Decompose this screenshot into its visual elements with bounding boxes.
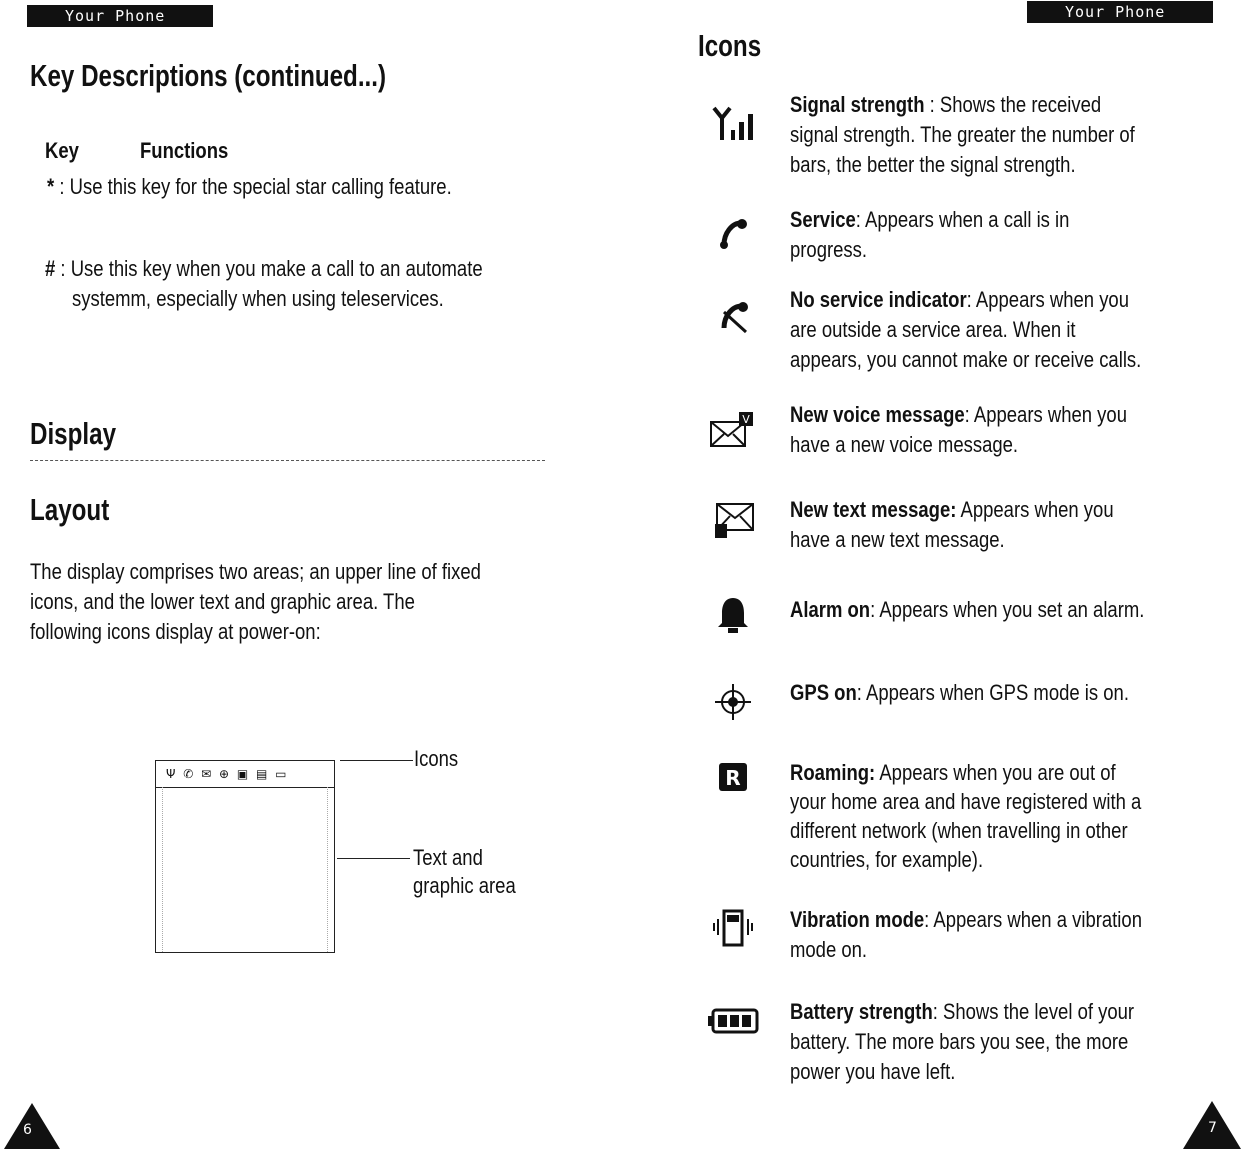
icon-sep-signal: : [924,92,940,117]
star-key-desc: : Use this key for the special star calling feature. [59,174,452,199]
header-tab-left [27,5,213,27]
icon-desc-text-line2: have a new text message. [790,527,1005,552]
icon-text-roaming-1: Appears when you are out of [879,760,1116,785]
icon-sep-service: : [855,207,866,232]
icon-desc-roaming-line3: different network (when travelling in other [790,818,1128,843]
icon-desc-voice-line2: have a new voice message. [790,432,1019,457]
icon-name-signal: Signal strength [790,92,925,117]
diagram-label-text-area-line1: Text and [413,845,483,870]
layout-paragraph-line3: following icons display at power-on: [30,619,321,644]
icon-name-gps: GPS on [790,680,857,705]
phone-display-diagram [155,760,335,953]
icon-desc-signal-line1 [790,90,1101,120]
icon-desc-alarm-line1 [790,595,1144,625]
icon-sep-noservice: : [966,287,976,312]
service-icon [700,217,766,253]
hash-key-row [45,254,483,284]
icon-name-roaming: Roaming: [790,760,876,785]
section-divider [30,460,545,461]
diagram-icon-strip [156,761,334,788]
icon-name-text: New text message: [790,497,957,522]
battery-icon [700,1007,766,1035]
hash-key-symbol: # [45,256,56,281]
icon-name-service: Service [790,207,856,232]
icon-desc-roaming-line2: your home area and have registered with a [790,789,1142,814]
page-title-key-descriptions: Key Descriptions (continued...) [30,58,387,93]
header-tab-right-label: Your Phone [1065,3,1166,21]
icon-text-signal-1: Shows the received [939,92,1102,117]
icon-sep-gps: : [856,680,866,705]
diagram-label-icons: Icons [414,746,459,771]
page-number-left: 6 [23,1122,32,1138]
icon-desc-battery-line1 [790,997,1134,1027]
icon-text-battery-1: Shows the level of your [943,999,1135,1024]
icon-name-noservice: No service indicator [790,287,967,312]
icon-text-voice-1: Appears when you [973,402,1127,427]
display-heading: Display [30,416,117,451]
table-header-key: Key [45,138,79,163]
star-key-symbol: * [47,174,55,199]
text-message-icon [700,500,766,542]
page-number-right: 7 [1208,1120,1217,1136]
diagram-label-text-area-line2: graphic area [413,873,516,898]
svg-text:R: R [725,766,741,790]
page-number-marker-left [4,1103,60,1149]
icon-desc-signal-line3: bars, the better the signal strength. [790,152,1076,177]
icon-name-vibration: Vibration mode [790,907,925,932]
svg-text:V: V [742,413,750,426]
icon-desc-roaming-line4: countries, for example). [790,847,984,872]
table-header-functions: Functions [140,138,229,163]
layout-paragraph-line2: icons, and the lower text and graphic area. The [30,589,415,614]
icon-sep-voice: : [964,402,974,427]
icon-sep-vibration: : [924,907,934,932]
icon-desc-noservice-line3: appears, you cannot make or receive calls. [790,347,1142,372]
icon-text-text-1: Appears when you [960,497,1114,522]
diagram-inner-left [162,787,163,952]
icon-desc-service-line1 [790,205,1069,235]
icon-desc-voice-line1 [790,400,1127,430]
diagram-mini-icons: Ψ ✆ ✉ ⊕ ▣ ▤ ▭ [166,767,289,781]
icon-desc-noservice-line1 [790,285,1129,315]
icon-text-vibration-1: Appears when a vibration [933,907,1142,932]
header-tab-right [1027,1,1213,23]
icon-name-battery: Battery strength [790,999,933,1024]
icon-desc-battery-line3: power you have left. [790,1059,956,1084]
roaming-icon [700,760,766,794]
icon-sep-battery: : [932,999,944,1024]
star-key-row [47,172,452,202]
icons-leader-line [340,760,413,761]
icon-desc-battery-line2: battery. The more bars you see, the more [790,1029,1129,1054]
voice-message-icon [700,410,766,452]
layout-heading: Layout [30,492,110,527]
icon-sep-alarm: : [870,597,880,622]
gps-icon [700,680,766,724]
signal-strength-icon [700,102,766,144]
hash-key-desc-line2: systemm, especially when using teleservices. [72,286,444,311]
icon-desc-noservice-line2: are outside a service area. When it [790,317,1076,342]
icon-desc-roaming-line1 [790,758,1116,788]
icon-name-alarm: Alarm on [790,597,871,622]
icon-text-noservice-1: Appears when you [975,287,1129,312]
icon-name-voice: New voice message [790,402,965,427]
hash-key-desc-line1: : Use this key when you make a call to an automate [60,256,483,281]
icon-desc-vibration-line2: mode on. [790,937,868,962]
alarm-icon [700,595,766,635]
icon-desc-service-line2: progress. [790,237,868,262]
no-service-icon [700,298,766,336]
icon-desc-signal-line2: signal strength. The greater the number of [790,122,1135,147]
icon-text-service-1: Appears when a call is in [865,207,1070,232]
text-area-leader-line [337,858,410,859]
header-tab-left-label: Your Phone [65,7,166,25]
vibration-icon [700,905,766,951]
layout-paragraph-line1: The display comprises two areas; an upper line of fixed [30,559,481,584]
icon-text-alarm-1: Appears when you set an alarm. [879,597,1145,622]
icons-page-title: Icons [698,28,762,63]
icon-desc-text-line1 [790,495,1114,525]
diagram-inner-right [327,787,328,952]
icon-desc-gps-line1 [790,678,1129,708]
icon-text-gps-1: Appears when GPS mode is on. [865,680,1129,705]
icon-desc-vibration-line1 [790,905,1142,935]
